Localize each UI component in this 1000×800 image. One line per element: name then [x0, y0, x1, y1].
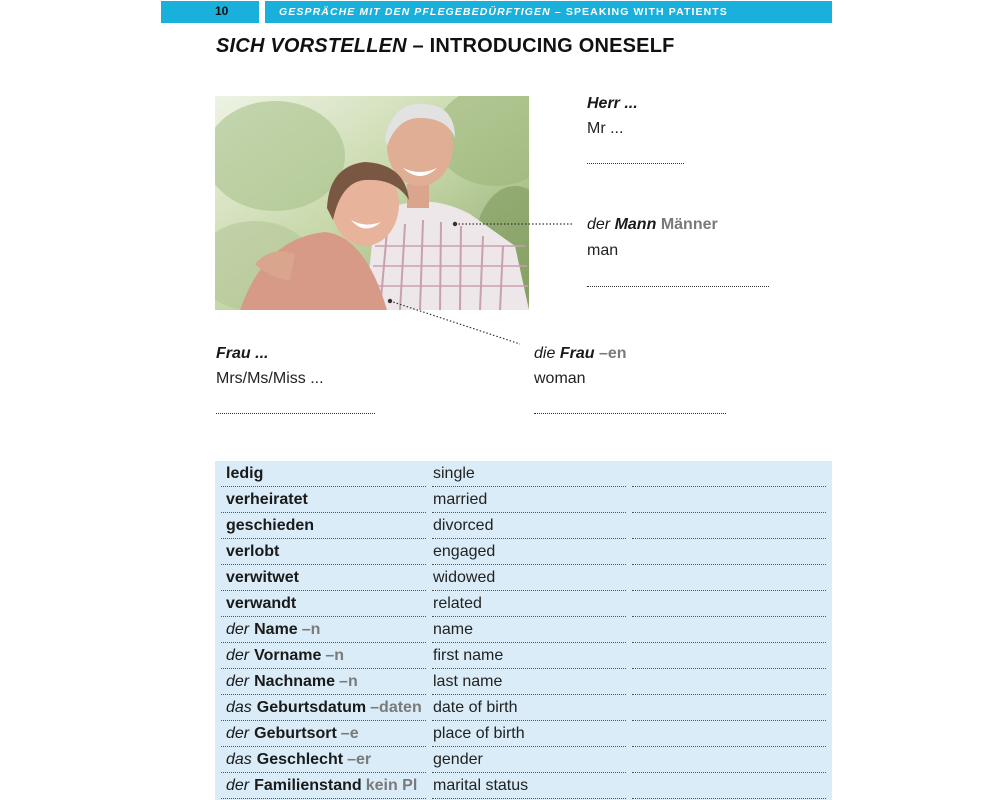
vocab-english-cell	[432, 513, 626, 539]
vocab-german	[226, 725, 359, 743]
vocab-german	[226, 491, 308, 509]
vocab-row	[215, 487, 832, 513]
vocab-german	[226, 595, 296, 613]
frau-article: die	[534, 345, 556, 362]
vocab-plural: –e	[340, 725, 359, 742]
vocab-german-cell	[221, 695, 426, 721]
vocab-plural: –er	[347, 751, 372, 768]
vocab-english-cell	[432, 565, 626, 591]
vocab-german	[226, 777, 417, 795]
frau-label	[534, 345, 627, 363]
frau-en: woman	[534, 370, 586, 387]
vocab-write-in-cell[interactable]	[632, 747, 826, 773]
herr-label	[587, 95, 638, 113]
vocab-english-cell	[432, 487, 626, 513]
vocab-write-in-cell[interactable]	[632, 773, 826, 799]
vocab-german-cell	[221, 669, 426, 695]
vocab-english: name	[433, 621, 474, 638]
vocab-english: married	[433, 491, 488, 508]
vocab-german	[226, 699, 422, 717]
vocab-row	[215, 643, 832, 669]
vocab-write-in-cell[interactable]	[632, 721, 826, 747]
vocab-word: Geburtsort	[254, 725, 337, 742]
couple-photo	[215, 96, 529, 310]
vocab-row	[215, 721, 832, 747]
vocab-write-in-cell[interactable]	[632, 591, 826, 617]
vocab-article: das	[226, 699, 252, 716]
vocab-write-in-cell[interactable]	[632, 461, 826, 487]
vocab-german-cell	[221, 461, 426, 487]
page-number-box	[161, 1, 259, 23]
vocab-english-cell	[432, 669, 626, 695]
vocab-word: Familienstand	[254, 777, 362, 794]
frau-title-write-line[interactable]	[216, 413, 375, 414]
vocab-english: single	[433, 465, 475, 482]
herr-en: Mr ...	[587, 120, 624, 137]
vocab-article: der	[226, 725, 250, 742]
frau-title-label	[216, 345, 268, 363]
section-title-en: SPEAKING WITH PATIENTS	[565, 6, 728, 18]
vocab-english: related	[433, 595, 482, 612]
page-title-en: INTRODUCING ONESELF	[429, 35, 675, 57]
vocab-english-cell	[432, 721, 626, 747]
vocab-word: verheiratet	[226, 491, 308, 508]
vocab-word: verlobt	[226, 543, 280, 560]
page-title	[216, 35, 675, 58]
vocab-word: verwandt	[226, 595, 297, 612]
vocab-article: der	[226, 777, 250, 794]
vocab-write-in-cell[interactable]	[632, 669, 826, 695]
vocab-german	[226, 543, 279, 561]
vocab-article: der	[226, 647, 250, 664]
vocab-german	[226, 517, 314, 535]
vocab-article: der	[226, 621, 250, 638]
mann-article: der	[587, 216, 611, 233]
vocab-english-cell	[432, 461, 626, 487]
vocab-write-in-cell[interactable]	[632, 617, 826, 643]
vocab-row	[215, 617, 832, 643]
vocab-row	[215, 669, 832, 695]
vocab-english: engaged	[433, 543, 496, 560]
herr-de: Herr ...	[587, 95, 638, 112]
vocab-english: gender	[433, 751, 483, 768]
vocab-german-cell	[221, 747, 426, 773]
page-title-sep: –	[406, 35, 430, 57]
vocab-english-cell	[432, 773, 626, 799]
vocab-row	[215, 539, 832, 565]
mann-word: Mann	[614, 216, 657, 233]
vocab-german	[226, 621, 320, 639]
vocab-write-in-cell[interactable]	[632, 565, 826, 591]
vocab-row	[215, 513, 832, 539]
vocab-english: widowed	[433, 569, 496, 586]
vocab-word: verwitwet	[226, 569, 299, 586]
vocab-word: ledig	[226, 465, 264, 482]
vocab-german-cell	[221, 565, 426, 591]
vocab-write-in-cell[interactable]	[632, 539, 826, 565]
vocab-article: der	[226, 673, 250, 690]
vocab-english: divorced	[433, 517, 494, 534]
vocab-english-cell	[432, 643, 626, 669]
vocab-word: geschieden	[226, 517, 315, 534]
vocab-plural: –n	[325, 647, 345, 664]
herr-write-line[interactable]	[587, 163, 684, 164]
mann-en: man	[587, 242, 619, 259]
vocab-german-cell	[221, 539, 426, 565]
vocab-german-cell	[221, 721, 426, 747]
vocab-row	[215, 695, 832, 721]
vocab-row	[215, 773, 832, 799]
mann-label	[587, 216, 718, 234]
mann-write-line[interactable]	[587, 286, 769, 287]
vocab-row	[215, 565, 832, 591]
vocab-german-cell	[221, 591, 426, 617]
vocab-english-cell	[432, 747, 626, 773]
vocab-english: marital status	[433, 777, 529, 794]
section-title-de: GESPRÄCHE MIT DEN PFLEGEBEDÜRFTIGEN	[279, 6, 551, 18]
vocab-german-cell	[221, 643, 426, 669]
vocab-english-cell	[432, 695, 626, 721]
vocab-english: first name	[433, 647, 504, 664]
vocab-english-cell	[432, 617, 626, 643]
vocab-word: Vorname	[254, 647, 322, 664]
section-title-box	[265, 1, 832, 23]
vocab-row	[215, 461, 832, 487]
vocab-word: Geburtsdatum	[256, 699, 367, 716]
vocab-english: date of birth	[433, 699, 518, 716]
section-title	[279, 6, 728, 18]
vocab-write-in-cell[interactable]	[632, 695, 826, 721]
vocab-german	[226, 465, 263, 483]
vocab-german-cell	[221, 617, 426, 643]
vocab-word: Name	[254, 621, 298, 638]
vocab-english-cell	[432, 591, 626, 617]
frau-title-en: Mrs/Ms/Miss ...	[216, 370, 324, 387]
vocab-row	[215, 591, 832, 617]
vocab-german	[226, 673, 358, 691]
vocab-word: Geschlecht	[256, 751, 344, 768]
frau-title-de: Frau ...	[216, 345, 269, 362]
vocab-english: place of birth	[433, 725, 525, 742]
vocab-plural: kein Pl	[365, 777, 418, 794]
vocab-row	[215, 747, 832, 773]
page-title-de: SICH VORSTELLEN	[216, 35, 407, 57]
frau-plural: –en	[598, 345, 627, 362]
vocab-write-in-cell[interactable]	[632, 487, 826, 513]
vocab-german	[226, 751, 371, 769]
vocab-word: Nachname	[254, 673, 336, 690]
vocab-english: last name	[433, 673, 503, 690]
vocab-german	[226, 647, 344, 665]
vocab-plural: –daten	[370, 699, 422, 716]
section-title-sep: –	[550, 6, 566, 18]
vocab-english-cell	[432, 539, 626, 565]
vocab-german-cell	[221, 487, 426, 513]
frau-write-line[interactable]	[534, 413, 726, 414]
page-number: 10	[215, 4, 229, 18]
vocab-german-cell	[221, 513, 426, 539]
vocab-write-in-cell[interactable]	[632, 643, 826, 669]
vocab-table	[215, 461, 832, 800]
vocab-write-in-cell[interactable]	[632, 513, 826, 539]
vocab-plural: –n	[301, 621, 321, 638]
frau-word: Frau	[559, 345, 595, 362]
vocab-german-cell	[221, 773, 426, 799]
vocab-article: das	[226, 751, 252, 768]
page-header	[161, 1, 832, 23]
vocab-german	[226, 569, 299, 587]
vocab-plural: –n	[339, 673, 358, 690]
mann-plural: Männer	[660, 216, 718, 233]
